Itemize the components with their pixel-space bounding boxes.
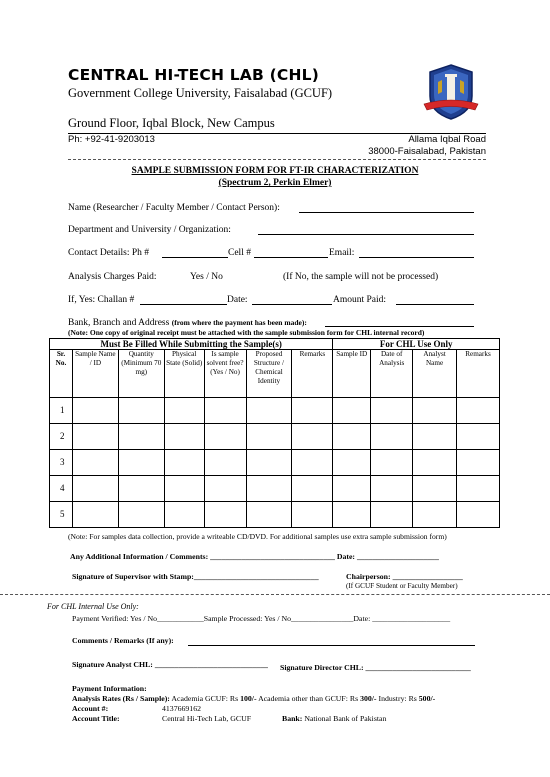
table-cell[interactable]: [164, 398, 204, 424]
account-title-label: Account Title:: [72, 714, 120, 723]
account-number-value: 4137669162: [162, 704, 201, 713]
amount-paid-label: Amount Paid:: [333, 295, 387, 305]
table-cell[interactable]: [204, 398, 246, 424]
director-signature-line[interactable]: Signature Director CHL: ___________________________: [280, 663, 471, 672]
department-field[interactable]: [258, 234, 474, 235]
table-row: [50, 450, 500, 476]
table-cell[interactable]: [413, 424, 457, 450]
table-cell[interactable]: [333, 450, 371, 476]
rate-gcuf: 100/-: [240, 694, 257, 703]
charges-paid-yes-no[interactable]: Yes / No: [190, 272, 223, 282]
comments-field[interactable]: [188, 645, 475, 646]
column-header-quantity: Quantity (Minimum 70 mg): [118, 350, 164, 398]
bank-info-label: Bank:: [282, 714, 303, 723]
samples-note: (Note: For samples data collection, provide a writeable CD/DVD. For additional samples use extra sample submission form): [68, 532, 447, 541]
table-row: [50, 476, 500, 502]
table-cell[interactable]: [118, 476, 164, 502]
table-cell[interactable]: [292, 502, 333, 528]
rate-industry: 500/-: [418, 694, 436, 703]
table-cell[interactable]: [413, 450, 457, 476]
payment-info-heading: Payment Information:: [72, 684, 147, 693]
bank-info: [282, 714, 386, 723]
bank-label: [68, 318, 307, 328]
table-cell[interactable]: [457, 424, 500, 450]
column-header-proposed-structure: Proposed Structure / Chemical Identity: [246, 350, 292, 398]
lab-title: CENTRAL HI-TECH LAB (CHL): [68, 66, 319, 84]
table-cell[interactable]: [246, 424, 292, 450]
phone-number: Ph: +92-41-9203013: [68, 134, 155, 145]
receipt-note: (Note: One copy of original receipt must be attached with the sample submission form for CHL internal record): [68, 328, 425, 337]
table-cell[interactable]: [457, 398, 500, 424]
supervisor-signature-line[interactable]: Signature of Supervisor with Stamp:________________________________: [72, 572, 319, 581]
table-cell[interactable]: [246, 450, 292, 476]
contact-phone-label: Contact Details: Ph #: [68, 248, 150, 258]
table-cell[interactable]: [72, 398, 118, 424]
column-header-sample-id: Sample ID: [333, 350, 371, 398]
row-number: 2: [50, 424, 73, 450]
table-cell[interactable]: [333, 424, 371, 450]
rates-text-industry: Industry: Rs: [376, 694, 419, 703]
challan-label: If, Yes: Challan #: [68, 295, 135, 305]
challan-date-label: Date:: [227, 295, 248, 305]
table-cell[interactable]: [204, 502, 246, 528]
chairperson-note: (If GCUF Student or Faculty Member): [346, 582, 458, 590]
bank-field[interactable]: [325, 326, 474, 327]
bank-label-text: Bank, Branch and Address: [68, 318, 170, 328]
column-header-sample-name: Sample Name / ID: [72, 350, 118, 398]
analysis-rates-line: [72, 694, 435, 703]
challan-field[interactable]: [140, 304, 227, 305]
table-row: [50, 398, 500, 424]
table-cell[interactable]: [413, 502, 457, 528]
form-subtitle: (Spectrum 2, Perkin Elmer): [218, 178, 332, 188]
table-cell[interactable]: [371, 450, 413, 476]
table-cell[interactable]: [246, 398, 292, 424]
table-cell[interactable]: [72, 502, 118, 528]
charges-paid-label: Analysis Charges Paid:: [68, 272, 157, 282]
rates-label: Analysis Rates (Rs / Sample):: [72, 694, 170, 703]
column-header-remarks: Remarks: [292, 350, 333, 398]
bank-info-value: National Bank of Pakistan: [302, 714, 387, 723]
column-header-analyst-name: Analyst Name: [413, 350, 457, 398]
payment-verified-line[interactable]: Payment Verified: Yes / No____________Sample Processed: Yes / No________________Date: ____________________: [72, 614, 451, 623]
bank-note: (from where the payment has been made):: [171, 318, 307, 327]
table-cell[interactable]: [118, 450, 164, 476]
additional-info-line[interactable]: Any Additional Information / Comments: ________________________________ Date: _____________________: [70, 552, 439, 561]
table-cell[interactable]: [118, 502, 164, 528]
table-cell[interactable]: [371, 424, 413, 450]
rates-text-other: Academia other than GCUF: Rs: [256, 694, 361, 703]
challan-date-field[interactable]: [252, 304, 332, 305]
table-cell[interactable]: [204, 424, 246, 450]
table-cell[interactable]: [292, 424, 333, 450]
table-cell[interactable]: [413, 476, 457, 502]
analyst-signature-line[interactable]: Signature Analyst CHL: _____________________________: [72, 660, 268, 669]
form-title: SAMPLE SUBMISSION FORM FOR FT-IR CHARACTERIZATION: [131, 166, 419, 176]
table-cell[interactable]: [164, 450, 204, 476]
table-cell[interactable]: [118, 424, 164, 450]
table-cell[interactable]: [246, 502, 292, 528]
table-cell[interactable]: [371, 476, 413, 502]
table-cell[interactable]: [72, 424, 118, 450]
column-header-date-of-analysis: Date of Analysis: [371, 350, 413, 398]
table-cell[interactable]: [413, 398, 457, 424]
column-header-physical-state: Physical State (Solid): [164, 350, 204, 398]
comments-label: Comments / Remarks (If any):: [72, 636, 174, 645]
row-number: 3: [50, 450, 73, 476]
sample-table: [49, 338, 500, 528]
table-cell[interactable]: [72, 476, 118, 502]
column-header-chl-remarks: Remarks: [457, 350, 500, 398]
table-cell[interactable]: [333, 398, 371, 424]
table-cell[interactable]: [371, 502, 413, 528]
row-number: 5: [50, 502, 73, 528]
row-number: 1: [50, 398, 73, 424]
internal-use-divider: [0, 594, 550, 595]
header-divider-bottom: [68, 159, 486, 160]
amount-paid-field[interactable]: [396, 304, 474, 305]
table-cell[interactable]: [371, 398, 413, 424]
table-cell[interactable]: [333, 502, 371, 528]
cell-field[interactable]: [254, 257, 328, 258]
column-header-solvent-free: Is sample solvent free? (Yes / No): [204, 350, 246, 398]
city-address: 38000-Faisalabad, Pakistan: [368, 146, 486, 157]
table-cell[interactable]: [457, 502, 500, 528]
email-field[interactable]: [359, 257, 474, 258]
road-address: Allama Iqbal Road: [408, 134, 486, 145]
account-title-value: Central Hi-Tech Lab, GCUF: [162, 714, 252, 723]
chairperson-signature-line[interactable]: Chairperson: __________________: [346, 572, 463, 581]
university-crest-icon: [420, 62, 482, 122]
table-cell[interactable]: [333, 476, 371, 502]
table-cell[interactable]: [292, 476, 333, 502]
table-row: [50, 424, 500, 450]
rates-text-gcuf: Academia GCUF: Rs: [169, 694, 241, 703]
university-name: Government College University, Faisalabad (GCUF): [68, 86, 333, 100]
table-cell[interactable]: [204, 476, 246, 502]
charges-note: (If No, the sample will not be processed): [283, 272, 439, 282]
row-number: 4: [50, 476, 73, 502]
table-cell[interactable]: [164, 476, 204, 502]
table-cell[interactable]: [457, 476, 500, 502]
account-number-label: Account #:: [72, 704, 109, 713]
table-cell[interactable]: [164, 424, 204, 450]
table-cell[interactable]: [292, 398, 333, 424]
section-chl-header: For CHL Use Only: [333, 339, 500, 350]
table-cell[interactable]: [204, 450, 246, 476]
table-row: [50, 502, 500, 528]
table-cell[interactable]: [292, 450, 333, 476]
column-header-sr-no: Sr. No.: [50, 350, 73, 398]
contact-phone-field[interactable]: [162, 257, 228, 258]
department-field-label: Department and University / Organization:: [68, 225, 231, 235]
cell-label: Cell #: [228, 248, 251, 258]
section-user-header: Must Be Filled While Submitting the Sample(s): [50, 339, 333, 350]
internal-use-title: For CHL Internal Use Only:: [47, 602, 139, 611]
rate-other: 300/-: [360, 694, 377, 703]
name-field-label: Name (Researcher / Faculty Member / Contact Person):: [68, 203, 280, 213]
email-label: Email:: [329, 248, 355, 258]
table-cell[interactable]: [72, 450, 118, 476]
table-cell[interactable]: [457, 450, 500, 476]
campus-address: Ground Floor, Iqbal Block, New Campus: [68, 116, 275, 130]
table-cell[interactable]: [164, 502, 204, 528]
table-cell[interactable]: [246, 476, 292, 502]
name-field[interactable]: [299, 212, 474, 213]
table-cell[interactable]: [118, 398, 164, 424]
